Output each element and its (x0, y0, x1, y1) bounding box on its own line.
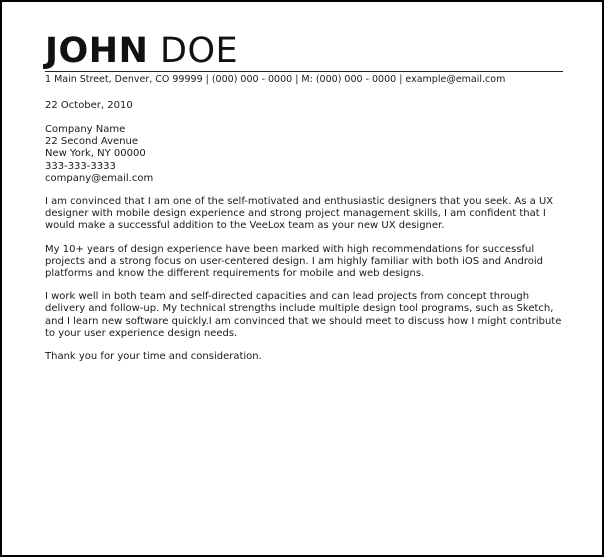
letter-date: 22 October, 2010 (45, 100, 133, 111)
recipient-street: 22 Second Avenue (45, 136, 139, 148)
recipient-company: Company Name (45, 124, 126, 135)
contact-line: 1 Main Street, Denver, CO 99999 | (000) 000 - 0000 | M: (000) 000 - 0000 | example@email.com (45, 74, 506, 85)
recipient-city: New York, NY 00000 (45, 148, 146, 160)
header-divider (45, 71, 563, 72)
recipient-email: company@email.com (45, 172, 154, 184)
recipient-address (45, 124, 565, 185)
applicant-name (45, 32, 565, 70)
recipient-phone: 333-333-3333 (45, 160, 116, 172)
closing-line: Thank you for your time and consideration. (45, 351, 262, 363)
body-paragraph-1: I am convinced that I am one of the self-motivated and enthusiastic designers that you seek. As a UX designer with mobile design experience and strong project management skills, I am confident that I would make a successful addition to the VeeLox team as your new UX designer. (45, 196, 554, 232)
letter-content (45, 32, 565, 373)
first-name: JOHN (45, 31, 149, 71)
body-paragraph-2: My 10+ years of design experience have been marked with high recommendations for successful projects and a strong focus on user-centered design. I am highly familiar with both iOS and Android platforms and know the different requirements for mobile and web designs. (45, 243, 543, 280)
last-name: DOE (160, 31, 239, 71)
body-paragraph-3: I work well in both team and self-directed capacities and can lead projects from concept through delivery and follow-up. My technical strengths include multiple design tool programs, such as Sketch, and I learn new software quickly.I am convinced that we should meet to discuss how I might contribute to your user experience design needs. (45, 291, 562, 339)
